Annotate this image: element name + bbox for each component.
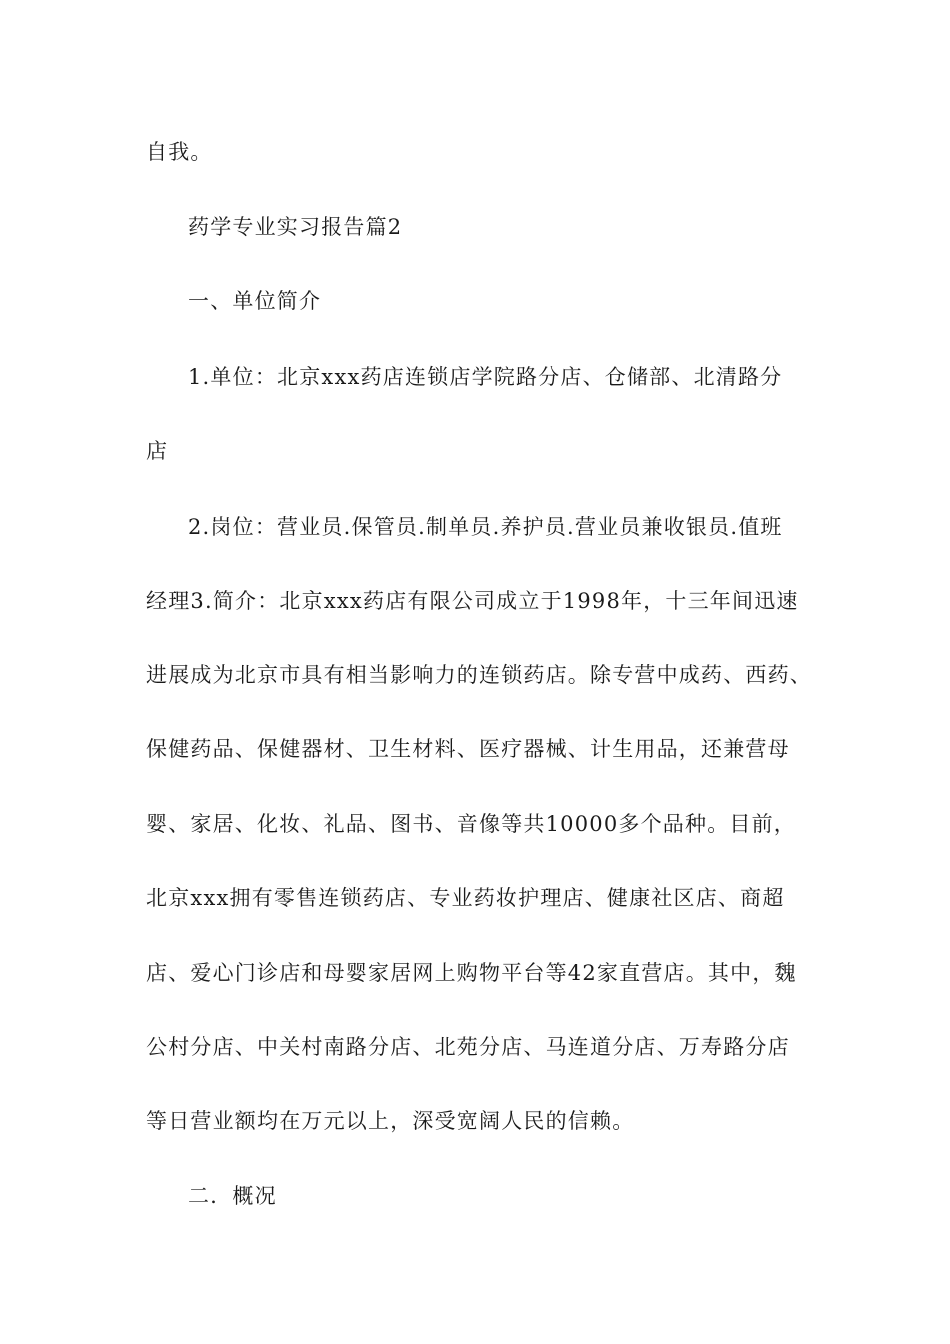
paragraph-line: 2.岗位：营业员.保管员.制单员.养护员.营业员兼收银员.值班 (188, 515, 783, 539)
paragraph-line: 保健药品、保健器材、卫生材料、医疗器械、计生用品，还兼营母 (146, 737, 790, 761)
paragraph-line: 公村分店、中关村南路分店、北苑分店、马连道分店、万寿路分店 (146, 1035, 790, 1059)
paragraph-line: 店、爱心门诊店和母婴家居网上购物平台等42家直营店。其中，魏 (146, 961, 797, 985)
section-title: 药学专业实习报告篇2 (188, 215, 403, 239)
paragraph-line: 经理3.简介：北京xxx药店有限公司成立于1998年，十三年间迅速 (146, 589, 799, 613)
paragraph-line: 自我。 (146, 140, 213, 164)
paragraph-line: 等日营业额均在万元以上，深受宽阔人民的信赖。 (146, 1109, 635, 1133)
paragraph-line: 婴、家居、化妆、礼品、图书、音像等共10000多个品种。目前， (146, 812, 797, 836)
paragraph-line: 1.单位：北京xxx药店连锁店学院路分店、仓储部、北清路分 (188, 365, 783, 389)
paragraph-line: 进展成为北京市具有相当影响力的连锁药店。除专营中成药、西药、 (146, 663, 812, 687)
section-heading: 一、单位简介 (188, 289, 322, 313)
section-heading: 二．概况 (188, 1184, 277, 1208)
paragraph-line: 北京xxx拥有零售连锁药店、专业药妆护理店、健康社区店、商超 (146, 886, 785, 910)
paragraph-line: 店 (146, 439, 169, 463)
